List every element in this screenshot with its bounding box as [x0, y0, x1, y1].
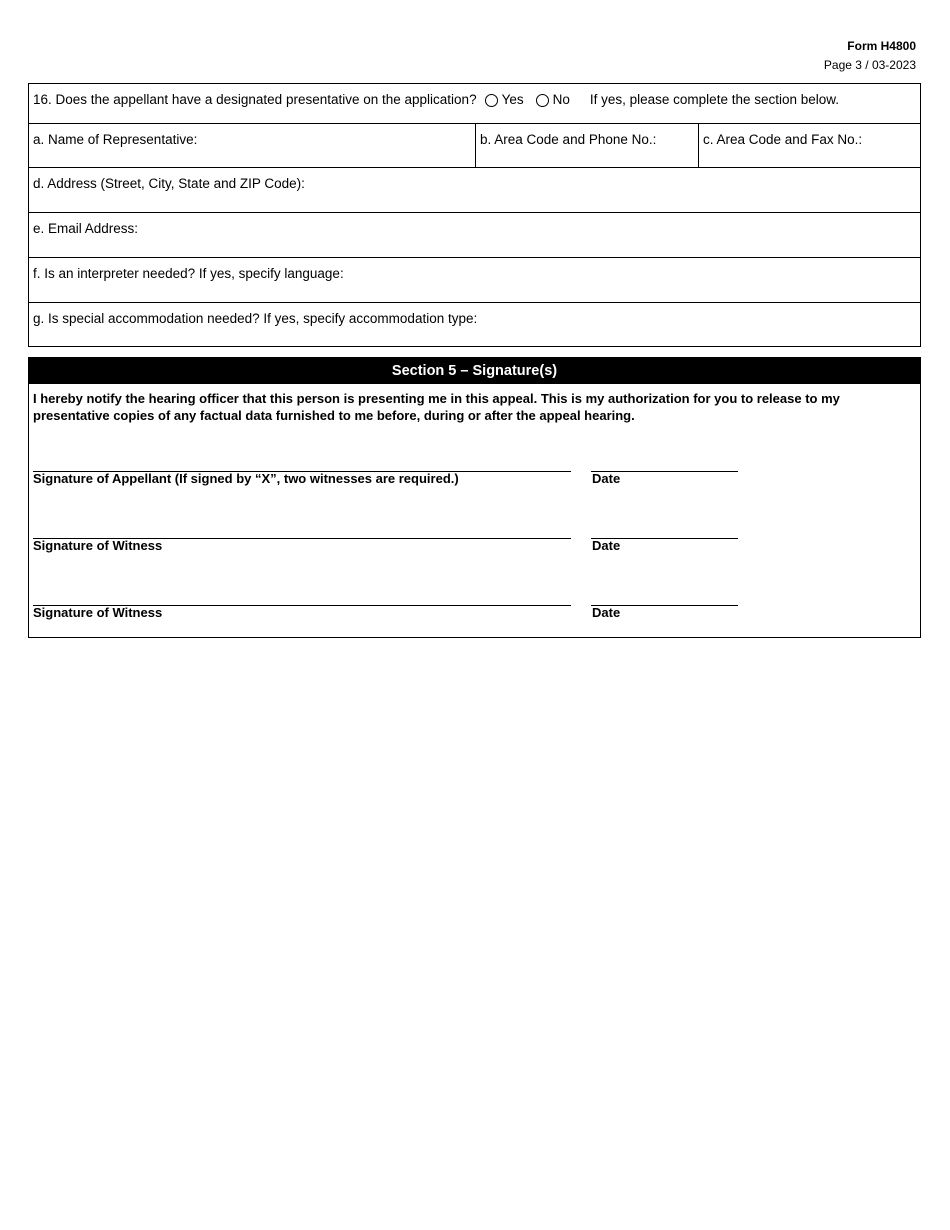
address-field[interactable]: [29, 168, 920, 213]
form-header: [824, 38, 916, 73]
witness2-date-label: Date: [592, 605, 621, 620]
phone-field[interactable]: [475, 124, 698, 167]
fax-field[interactable]: [698, 124, 920, 167]
contact-row: [29, 124, 920, 168]
email-field[interactable]: [29, 213, 920, 258]
interpreter-label: f. Is an interpreter needed? If yes, specify language:: [33, 266, 344, 281]
interpreter-field[interactable]: [29, 258, 920, 303]
no-radio-label: No: [552, 92, 570, 107]
representative-section: [28, 83, 921, 347]
yes-radio-label: Yes: [501, 92, 524, 107]
question-16-row: [29, 84, 920, 124]
form-id: Form H4800: [847, 39, 916, 53]
email-label: e. Email Address:: [33, 221, 139, 236]
fax-label: c. Area Code and Fax No.:: [703, 132, 863, 147]
appellant-date-label: Date: [592, 471, 621, 486]
signature-section: [28, 357, 921, 638]
witness1-signature-label: Signature of Witness: [33, 538, 163, 553]
yes-radio-circle[interactable]: [485, 94, 498, 107]
yes-radio[interactable]: [485, 92, 524, 108]
authorization-text: I hereby notify the hearing officer that this person is presenting me in this appeal. This is my authorization for you to release to my presentative copies of any factual data furnished to me before, during or after the appeal hearing.: [33, 391, 840, 423]
phone-label: b. Area Code and Phone No.:: [480, 132, 657, 147]
page-info: Page 3 / 03-2023: [823, 58, 916, 72]
accommodation-label: g. Is special accommodation needed? If yes, specify accommodation type:: [33, 311, 478, 326]
question-16-note: If yes, please complete the section below.: [589, 92, 840, 107]
witness1-date-label: Date: [592, 538, 621, 553]
witness2-signature-label: Signature of Witness: [33, 605, 163, 620]
representative-name-field[interactable]: [29, 124, 475, 167]
section-5-title: Section 5 – Signature(s): [29, 358, 920, 384]
no-radio[interactable]: [536, 92, 570, 108]
address-label: d. Address (Street, City, State and ZIP Code):: [33, 176, 305, 191]
representative-name-label: a. Name of Representative:: [33, 132, 198, 147]
no-radio-circle[interactable]: [536, 94, 549, 107]
appellant-signature-label: Signature of Appellant (If signed by “X”, two witnesses are required.): [33, 471, 459, 486]
accommodation-field[interactable]: [29, 303, 920, 346]
question-16-text: 16. Does the appellant have a designated presentative on the application?: [33, 92, 477, 107]
